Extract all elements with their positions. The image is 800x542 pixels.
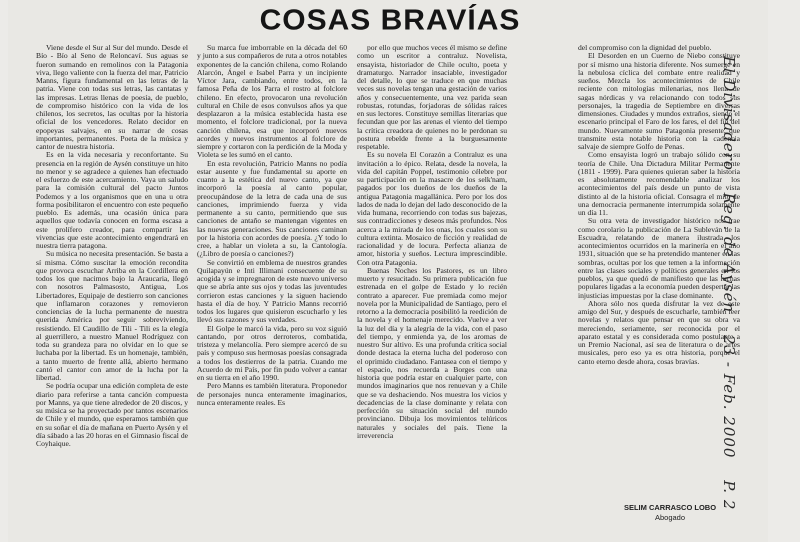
paragraph: El Golpe le marcó la vida, pero su voz siguió cantando, por otros derroteros, combatida, tristeza y melancolía. Pero siempre acercó de su país y compuso sus hermosas poesías consagrada a todos los destierros de la patria. Cuando me Acuerdo de mi País, por fin pudo volver a cantar en su tierra en el año 1990. <box>197 323 347 382</box>
paragraph: Su marca fue imborrable en la década del 60 y junto a sus compañeros de ruta a otros notables exponentes de la canción chilena, como Rolando Alarcón, Ángel e Isabel Parra y un incipiente Víctor Jara, cambiando, entre todos, en la famosa Peña de los Parra el rostro al folclore chileno. En efecto, provocaron una revolución cultural en Chile de esos convulsos años ya que desplazaron a la música establecida hasta ese momento, el folclore tradicional, por la nueva canción chilena, esa que incorporó nuevos acordes y nuevos instrumentos al folclore de siempre y cortaron con la perdición de la Moda y Violeta se les sumó en el canto. <box>197 44 347 160</box>
article-column-3 <box>357 44 507 540</box>
author-role: Abogado <box>654 513 686 522</box>
paragraph: Pero Manns es también literatura. Proponedor de personajes nunca enteramente imaginarios, nunca enteramente reales. Es <box>197 381 347 407</box>
paragraph: Se convirtió en emblema de nuestros grandes Quilapayún e Inti Illimani consecuente de su acogida y se impregnaron de este nuevo universo que se abría ante sus ojos y todas las juventudes corrieron estas canciones y la siguen haciendo hasta el día de hoy. Y Patricio Manns recorrió todos los lugares que quisieron escucharlo y les llevó sus razones y sus verdades. <box>197 257 347 325</box>
paragraph: Se podría ocupar una edición completa de este diario para referirse a tanta canción compuesta por Manns, ya que tiene alrededor de 20 discos, y su música se ha proyectado por tantos escenarios de Chile y el mundo, que esperamos también que en su soñar el día de mañana en Puerto Aysén y el día sábado a las 20 horas en el Gimnasio fiscal de Coyhaique. <box>36 381 188 448</box>
note-newspaper: El Divisadero <box>720 56 738 171</box>
note-page: P. 2 <box>720 480 738 511</box>
paragraph: por ello que muchos veces él mismo se define como un escritor a contraluz. Novelista, ensayista, historiador de Chile oculto, poeta y dramaturgo. Narrador insaciable, investigador del detalle, lo que se traduce en que muchas veces sus novelas tengan una gestación de varios años y consecuentemente, una vez parida sean robustas, rotundas, forjadoras de sólidas raíces en sus lectores. Constituye semillas literarias que fecundan que por las arenas el viento del tiempo la crítica creadora de quienes no le perdonan su postura rebelde frente a la burguesamente respetable. <box>357 44 507 151</box>
article-column-2 <box>197 44 347 540</box>
paragraph: Su música no necesita presentación. Se basta a sí misma. Cómo suscitar la emoción recondita que provoca escuchar Arriba en la Cordillera en todos los que nacimos bajo la Araucaria, llegó con nosotros Palmasosto, Antigua, Los Libertadores, Equipaje de destierro son canciones que inflamaron corazones y removieron conciencias de la lucha permanente de nuestra querida América por seguir sobreviviendo, resistiendo. El Caudillo de Tili - Tili es la elegía al guerrillero, a nuestro Manuel Rodríguez con toda su grandeza para no olvidar en lo que se luchaba por la libertad. Es un homenaje, también, a tanto muerto de frente allá, abierto hermano cantó el cantor con amor de la lucha por la libertad. <box>36 249 188 382</box>
author-name: SELIM CARRASCO LOBO <box>623 503 717 512</box>
paragraph: Es en la vida necesaria y reconfortante. Su presencia en la región de Aysén constituye un hito no menor y se agradece a quienes han efectuado el esfuerzo de este acercamiento. Vaya un saludo para la comisión cultural del pacto Juntos Podemos y a los organismos que en una u otra forma posibilitaron el encuentro con este pequeño pueblo. Es además, una ocasión única para aquellos que todavía conocen en forma escasa a este prolífero creador, para compartir las vivencias que este acontecimiento engendrará en nuestra tierra patagona. <box>36 150 188 250</box>
paragraph: Es su novela El Corazón a Contraluz es una invitación a lo épico. Relata, desde la novela, la vida del capitán Poppel, testimonio célebre por su participación en la masacre de los selk'nam, pagados por los dueños de los dueños de la antigua Patagonia magallánica. Pero por los dos lados de nada lo dejan del lado desconocido de la vida humana, recorriendo con todas sus bajezas, sus contradicciones y deseos más profundos. Nos acerca a la mirada de los onas, los cuales son su cultura extinta. Mosaico de ficción y realidad de racionalidad y de locura. Perfecta alianza de amor, historia y sueños. Lectura imprescindible. Con otra Patagonia. <box>357 150 507 267</box>
paragraph: Su otra veta de investigador histórico nos trae como corolario la publicación de La Subleván de la Escuadra, relatando de manera ilustrada los acontecimientos ocurridos en la marinería en el año 1931, situación que se ha pretendido mantener en las sombras, ocultas por los que temen a la información entre las clases sociales y políticos generales en los pueblos, ya que quedó de manifiesto que las luchas populares ligadas a la economía pueden despertar las injusticias impuestas por la clase dominante. <box>578 216 740 300</box>
paragraph: Viene desde el Sur al Sur del mundo. Desde el Bío - Bío al Seno de Reloncaví. Sus aguas se fueron sumando en remolinos con la Patagonia viva, llego valiente con la fuerza del mar, Patricio Manns, figura fundamental en las letras de la patria. Viene con todas sus letras, las cantatas y las impresas. Letras llenas de poesía, de pueblo, de compromiso histórico con la vida de los chilenos, los secretos, las ocultas por la historia oficial de los vencedores. Relato decidor en epopeyas salvajes, en su narrar de cosas importantes, permanentes. Poeta de la música y cantor de nuestra historia. <box>36 44 188 151</box>
paragraph: El Desorden en un Cuerno de Niebo constituye por sí mismo una historia diferente. Nos sumerge en la nebulosa cíclica del combate entre realidad y sueños. Mezcla los acontecimientos de Chile reciente con mitologías milenarias, nos llena de sagas nórdicas y va relacionando con todos sus personajes, la tragedia de Septiembre en diversas dimensiones. Ciudades y mundos extraños, siendo el escenario principal el Faro de los fares, el del fin del mundo. Nuevamente sumo Patagonia presente, que transmite esta notable historia con la cadencia salvaje de siempre Golfo de Penas. <box>578 51 740 151</box>
article-column-1 <box>36 44 188 540</box>
note-date: 23 - Feb. 2000 <box>720 335 738 459</box>
paragraph: del compromiso con la dignidad del pueblo. <box>578 44 712 52</box>
paragraph: Buenas Noches los Pastores, es un libro muerto y resucitado. Su primera publicación fue estrenada en el golpe de Estado y lo recién contrato a aparecer. Fue premiada como mejor novela por la Municipalidad de Santiago, pero el retorno a la democracia posibilitó la reedición de la novela y el homenaje merecido. Vuelve a ver la luz del día y la alegría de la vida, con el paso del tiempo, y enmienda ya, de los aromas de nuestro Sur altivo. Es una profunda crítica social donde destaca la eterna lucha del poderoso con el oprimido ciudadano. Fantasea con el tiempo y el espacio, nos recuerda a Borges con una historia que podría estar en cualquier parte, con mundos imaginarios que nos renuevan y a Chile que se va deshaciendo. Nos muestra los vicios y decadencias de la clase dominante y relata con perfección su situación social del mundo provinciano. Dibuja los movimientos telúricos naturales y sociales del país. Tiene la irreverencia <box>357 265 507 440</box>
paragraph: Como ensayista logró un trabajo sólido con su teoría de Chile. Una Dictadura Militar Permanente (1811 - 1999). Para quienes quieran saber la historia es absolutamente recomendable analizar los acontecimientos del país desde un punto de vista distinto al de la historia oficial. Consagra el mito de una democracia permanente interrumpida solamente un día 11. <box>578 150 740 217</box>
handwritten-source-note <box>696 56 738 536</box>
note-region: Reg. de Aysén <box>720 192 738 314</box>
paragraph: Ahora sólo nos queda disfrutar la vez de este amigo del Sur, y después de escucharle, también leer novelas y relatos que pensar en que su obra va mereciendo, seriamente, ser reconocida por el aparato estatal y es considerada como postulante a un Premio Nacional, así sea de literatura o de artes musicales, pero eso ya es otra historia, porque el canto eterno desde ahora, cosas bravías. <box>578 298 740 366</box>
paragraph: En esta revolución, Patricio Manns no podía estar ausente y fue fundamental su aporte en cuanto a la estética del nuevo canto, ya que incorporó la poesía al canto popular, preocupándose de la letra de cada una de sus canciones, imprimiendo fuerza y vida permanente a su canto, permitiendo que sus canciones de antaño se mantengan vigentes en las nuevas generaciones. Sus canciones caminan por la historia con acordes de poesía. ¿Y todo lo cree, a hablar un violeta a su, la Cantología. (¿Libro de poesía o canciones?) <box>197 158 347 259</box>
article-title: COSAS BRAVÍAS <box>259 4 521 37</box>
